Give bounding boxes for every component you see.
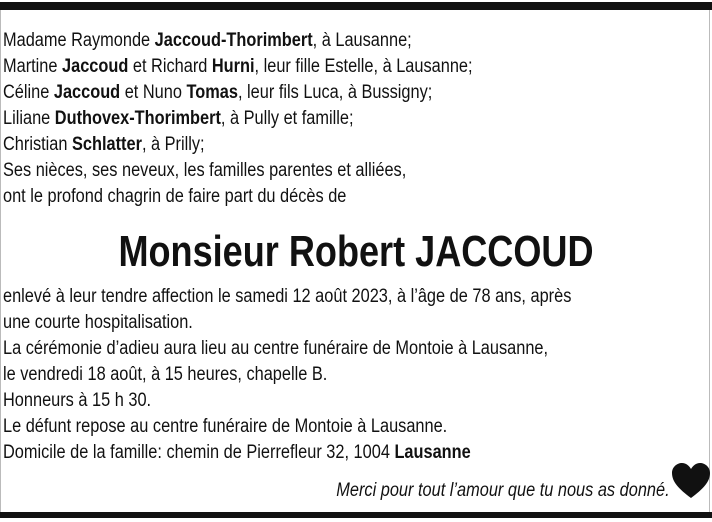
heart-icon [671,462,711,500]
domicile-city: Lausanne [394,442,471,463]
family-list [3,28,610,210]
family-line-4: Liliane Duthovex-Thorimbert, à Pully et famille; [3,108,354,129]
family-line-1: Madame Raymonde Jaccoud-Thorimbert, à Lausanne; [3,30,412,51]
family-name: Hurni [211,56,255,77]
closing-message: Merci pour tout l’amour que tu nous as donné. [336,480,670,501]
announce-line: ont le profond chagrin de faire part du décès de [3,186,347,207]
body-line-5: Honneurs à 15 h 30. [3,390,152,411]
body-line-2: une courte hospitalisation. [3,312,193,333]
body-line-3: La cérémonie d’adieu aura lieu au centre funéraire de Montoie à Lausanne, [3,338,549,359]
body-line-1: enlevé à leur tendre affection le samedi 12 août 2023, à l’âge de 78 ans, après [3,286,572,307]
family-line-2: Martine Jaccoud et Richard Hurni, leur fille Estelle, à Lausanne; [3,56,473,77]
right-border [709,10,710,512]
family-name: Jaccoud-Thorimbert [154,30,313,51]
relatives-line: Ses nièces, ses neveux, les familles parentes et alliées, [3,160,407,181]
deceased-name: Monsieur Robert JACCOUD [118,227,594,276]
left-border [0,10,1,512]
top-rule [0,2,712,10]
domicile-line: Domicile de la famille: chemin de Pierrefleur 32, 1004 Lausanne [3,442,471,463]
family-line-5: Christian Schlatter, à Prilly; [3,134,205,155]
body-line-6: Le défunt repose au centre funéraire de Montoie à Lausanne. [3,416,448,437]
notice-body [3,284,571,466]
body-line-4: le vendredi 18 août, à 15 heures, chapelle B. [3,364,328,385]
bottom-rule [0,512,712,518]
family-name: Tomas [186,82,238,103]
family-name: Jaccoud [53,82,121,103]
family-line-3: Céline Jaccoud et Nuno Tomas, leur fils Luca, à Bussigny; [3,82,433,103]
family-name: Jaccoud [62,56,129,77]
family-name: Duthovex-Thorimbert [54,108,221,129]
family-name: Schlatter [72,134,142,155]
